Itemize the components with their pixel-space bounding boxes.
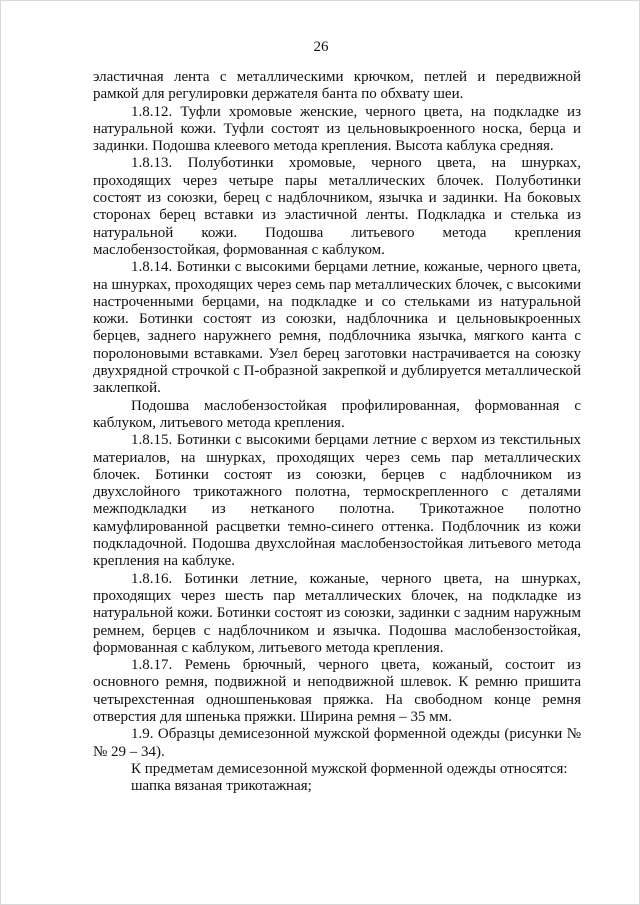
paragraph-item-hat: шапка вязаная трикотажная; <box>131 778 312 795</box>
paragraph-1-8-13: 1.8.13. Полуботинки хромовые, черного цвета, на шнурках, проходящих через четыре пары металлических блочек. Полуботинки состоят из союзки, берец с надблочником, язычка и задинки. На боковых сторонах берец вставки из эластичной ленты. Подкладка и стелька из натуральной кожи. Подошва литьевого метода крепления маслобензостойкая, формованная с каблуком. <box>93 155 581 258</box>
paragraph-1-8-14-sole: Подошва маслобензостойкая профилированная, формованная с каблуком, литьевого метода крепления. <box>93 397 581 431</box>
paragraph-items-intro: К предметам демисезонной мужской форменной одежды относятся: <box>131 760 568 777</box>
paragraph-1-8-16: 1.8.16. Ботинки летние, кожаные, черного цвета, на шнурках, проходящих через шесть пар металлических блочек, на подкладке из натуральной кожи. Ботинки состоят из союзки, задинки с задним наружным ремнем, берцев с надблочником и язычка. Подошва маслобензостойкая, формованная с каблуком, литьевого метода крепления. <box>93 570 581 656</box>
document-body <box>93 69 581 795</box>
paragraph-1-8-14: 1.8.14. Ботинки с высокими берцами летние, кожаные, черного цвета, на шнурках, проходящих через семь пар металлических блочек, с высокими настроченными берцами, на подкладке и со стельками из натуральной кожи. Ботинки состоят из союзки, надблочника и цельновыкроенных берцев, заднего наружнего ремня, подблочника язычка, мягкого канта с поролоновыми вставками. Узел берец заготовки настрачивается на союзку двухрядной строчкой с П-образной закрепкой и дублируется металлической заклепкой. <box>93 259 581 397</box>
paragraph-1-8-17: 1.8.17. Ремень брючный, черного цвета, кожаный, состоит из основного ремня, подвижной и неподвижной шлевок. К ремню пришита четырехстенная одношпеньковая пряжка. На свободном конце ремня отверстия для шпенька пряжки. Ширина ремня – 35 мм. <box>93 657 581 725</box>
paragraph-1-9: 1.9. Образцы демисезонной мужской форменной одежды (рисунки №№ 29 – 34). <box>93 726 581 760</box>
paragraph-1-8-12: 1.8.12. Туфли хромовые женские, черного цвета, на подкладке из натуральной кожи. Туфли состоят из цельновыкроенного носка, берца и задинки. Подошва клеевого метода крепления. Высота каблука средняя. <box>93 103 581 155</box>
paragraph-continuation: эластичная лента с металлическими крючком, петлей и передвижной рамкой для регулировки держателя банта по обхвату шеи. <box>93 69 581 103</box>
paragraph-1-8-15: 1.8.15. Ботинки с высокими берцами летние с верхом из текстильных материалов, на шнурках, проходящих через семь пар металлических блочек. Ботинки состоят из союзки, берцев с надблочником из двухслойного трикотажного полотна, термоскрепленного с деталями межподкладки из нетканого полотна. Трикотажное полотно камуфлированной расцветки темно-синего оттенка. Подблочник из кожи подкладочной. Подошва двухслойная маслобензостойкая литьевого метода крепления на каблуке. <box>93 432 581 570</box>
page-number: 26 <box>313 39 329 55</box>
